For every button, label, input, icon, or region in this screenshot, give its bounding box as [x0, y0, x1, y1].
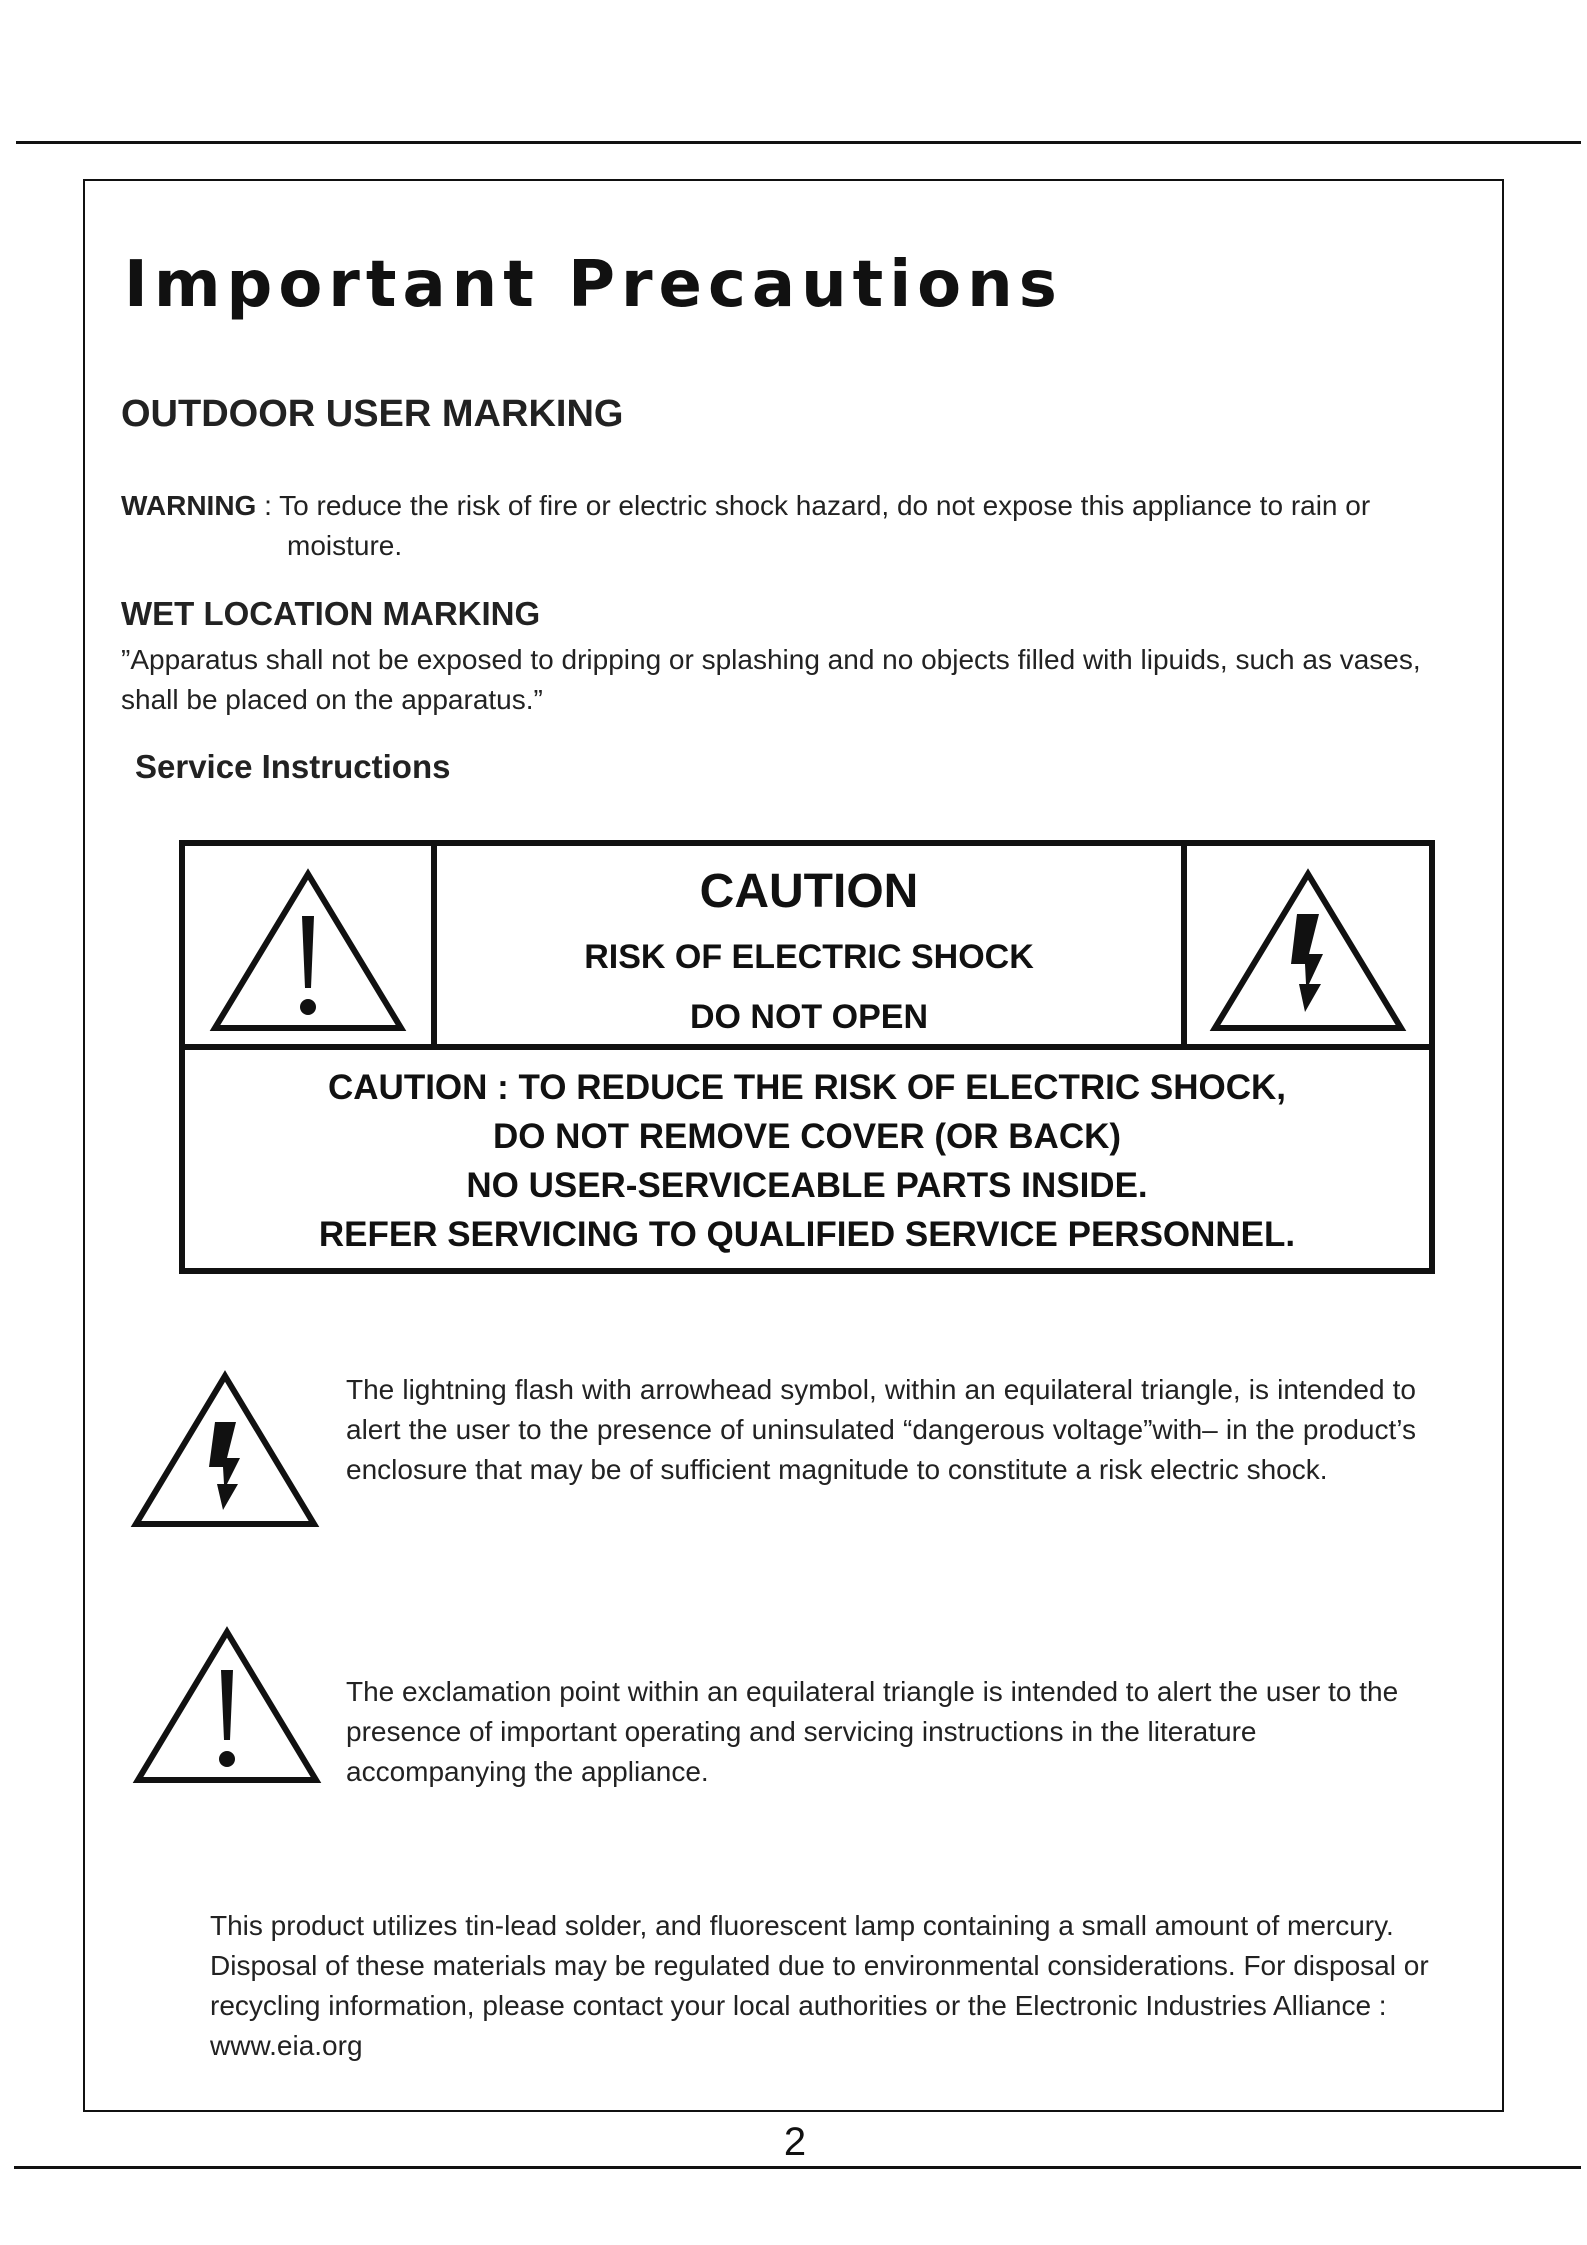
exclamation-symbol-description: The exclamation point within an equilateral triangle is intended to alert the user to the presence of important operating and servicing instructions in the literature accompanying the appliance. [346, 1676, 1399, 1787]
exclamation-triangle-icon [205, 866, 411, 1036]
caution-divider [179, 1044, 1435, 1050]
caution-body-line: REFER SERVICING TO QUALIFIED SERVICE PERSONNEL. [318, 1215, 1296, 1254]
lightning-triangle-icon [130, 1370, 320, 1530]
page-number: 2 [783, 2120, 807, 2164]
page-title: Important Precautions [124, 248, 1063, 322]
lightning-symbol-description: The lightning flash with arrowhead symbol, within an equilateral triangle, is intended to alert the user to the presence of uninsulated “dangerous voltage”with– in the product’s enclosure that may be of sufficient magnitude to constitute a risk electric shock. [346, 1374, 1416, 1485]
exclamation-triangle-icon [132, 1626, 322, 1786]
warning-label: WARNING [121, 490, 257, 521]
warning-paragraph [121, 486, 1461, 526]
disposal-notice: This product utilizes tin-lead solder, and fluorescent lamp containing a small amount of mercury. Disposal of these materials may be regulated due to environmental considerations. For disposal or recycling information, please contact your local authorities or the Electronic Industries Alliance : www.eia.org [210, 1910, 1429, 2061]
caution-divider [1181, 846, 1187, 1048]
caution-heading: CAUTION [699, 865, 919, 918]
caution-do-not-open-text: DO NOT OPEN [689, 998, 929, 1036]
service-instructions-heading: Service Instructions [135, 748, 451, 785]
caution-body-line: DO NOT REMOVE COVER (OR BACK) [492, 1117, 1122, 1156]
lightning-triangle-icon [1205, 866, 1411, 1036]
warning-text: : To reduce the risk of fire or electric shock hazard, do not expose this appliance to rain or [264, 490, 1371, 521]
warning-text-continued: moisture. [287, 530, 403, 561]
caution-body-line: CAUTION : TO REDUCE THE RISK OF ELECTRIC SHOCK, [328, 1068, 1286, 1107]
caution-body-line: NO USER-SERVICEABLE PARTS INSIDE. [466, 1166, 1148, 1205]
wet-location-heading: WET LOCATION MARKING [121, 595, 541, 632]
outdoor-heading: OUTDOOR USER MARKING [121, 393, 624, 435]
bottom-rule [14, 2166, 1581, 2169]
wet-location-text: ”Apparatus shall not be exposed to dripping or splashing and no objects filled with lipuids, such as vases, shall be placed on the apparatus.” [121, 644, 1421, 715]
top-rule [16, 141, 1581, 144]
caution-box [179, 840, 1435, 1274]
caution-risk-text: RISK OF ELECTRIC SHOCK [584, 938, 1034, 976]
